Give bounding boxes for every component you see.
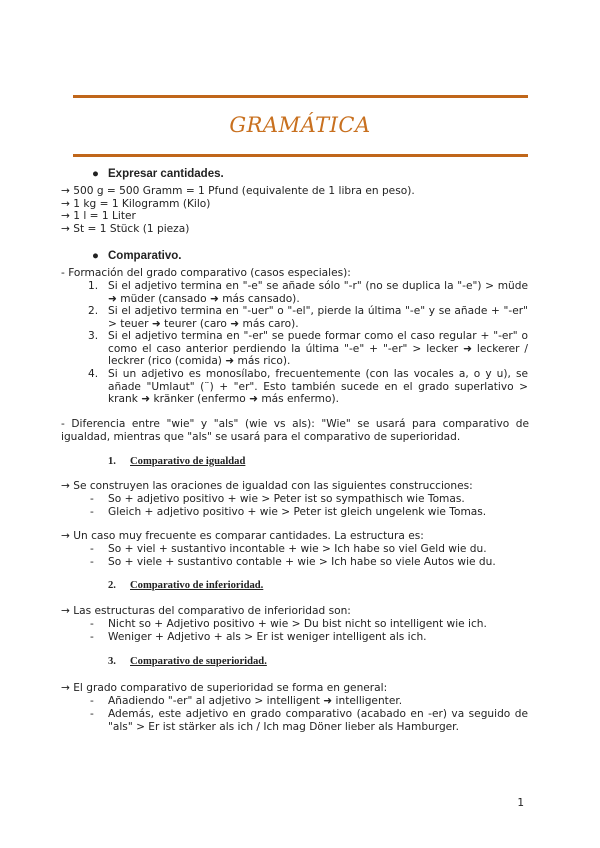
page-number: 1 (517, 797, 524, 809)
title-underline (73, 154, 528, 157)
text-line: → El grado comparativo de superioridad se forma en general: (61, 682, 388, 694)
example-line: Nicht so + Adjetivo positivo + wie > Du bist nicht so intelligent wie ich. (108, 618, 487, 630)
list-number: 1. (88, 280, 99, 292)
subheading-inferioridad: 2. Comparativo de inferioridad. (108, 580, 264, 591)
paragraph-difference: - Diferencia entre "wie" y "als" (wie vs als): "Wie" se usará para comparativo de igualdad, mientras que "als" se usará para el comparativo de superioridad. (61, 418, 529, 443)
list-number: 4. (88, 368, 99, 380)
list-number: 2. (88, 305, 99, 317)
example-line: Añadiendo "-er" al adjetivo > intelligent ➜ intelligenter. (108, 695, 403, 707)
dash-bullet: - (90, 618, 94, 630)
list-item: Si un adjetivo es monosílabo, frecuentemente (con las vocales a, o y u), se añade "Umlaut" (¨) + "er". Esto también sucede en el grado superlativo > krank ➜ kränker (enfermo ➜ más enfermo). (108, 368, 528, 405)
section-heading-cantidades: ● Expresar cantidades. (92, 168, 224, 180)
dash-bullet: - (90, 543, 94, 555)
subheading-superioridad: 3. Comparativo de superioridad. (108, 656, 267, 667)
list-item: Si el adjetivo termina en "-er" se puede formar como el caso regular + "-er" o como el caso anterior perdiendo la última "-e" + "-er" > lecker ➜ leckerer / leckrer (rico (comida) ➜ más rico). (108, 330, 528, 367)
list-item: Si el adjetivo termina en "-uer" o "-el", pierde la última "-e" y se añade + "-er" > teuer ➜ teurer (caro ➜ más caro). (108, 305, 528, 330)
dash-bullet: - (90, 695, 94, 707)
dash-bullet: - (90, 708, 94, 720)
example-line: So + adjetivo positivo + wie > Peter ist so sympathisch wie Tomas. (108, 493, 465, 505)
text-line: → 1 l = 1 Liter (61, 210, 136, 222)
section-heading-comparativo: ● Comparativo. (92, 250, 182, 262)
text-line: → Se construyen las oraciones de igualdad con las siguientes construcciones: (61, 480, 473, 492)
text-line: → Las estructuras del comparativo de inferioridad son: (61, 605, 351, 617)
example-line: Además, este adjetivo en grado comparativo (acabado en -er) va seguido de "als" > Er ist stärker als ich / Ich mag Döner lieber als Hamburger. (108, 708, 528, 733)
subheading-igualdad: 1. Comparativo de igualdad (108, 456, 246, 467)
example-line: So + viel + sustantivo incontable + wie > Ich habe so viel Geld wie du. (108, 543, 487, 555)
example-line: Gleich + adjetivo positivo + wie > Peter ist gleich ungelenk wie Tomas. (108, 506, 487, 518)
list-number: 3. (88, 330, 99, 342)
text-line: → Un caso muy frecuente es comparar cantidades. La estructura es: (61, 530, 424, 542)
list-item: Si el adjetivo termina en "-e" se añade sólo "-r" (no se duplica la "-e") > müde ➜ müder (cansado ➜ más cansado). (108, 280, 528, 305)
dash-bullet: - (90, 631, 94, 643)
text-line: → 1 kg = 1 Kilogramm (Kilo) (61, 198, 211, 210)
example-line: Weniger + Adjetivo + als > Er ist weniger intelligent als ich. (108, 631, 427, 643)
text-line: - Formación del grado comparativo (casos especiales): (61, 267, 351, 279)
top-rule (73, 95, 528, 98)
dash-bullet: - (90, 556, 94, 568)
dash-bullet: - (90, 493, 94, 505)
text-line: → St = 1 Stück (1 pieza) (61, 223, 190, 235)
example-line: So + viele + sustantivo contable + wie > Ich habe so viele Autos wie du. (108, 556, 496, 568)
page-title: GRAMÁTICA (229, 113, 371, 137)
dash-bullet: - (90, 506, 94, 518)
text-line: → 500 g = 500 Gramm = 1 Pfund (equivalente de 1 libra en peso). (61, 185, 415, 197)
